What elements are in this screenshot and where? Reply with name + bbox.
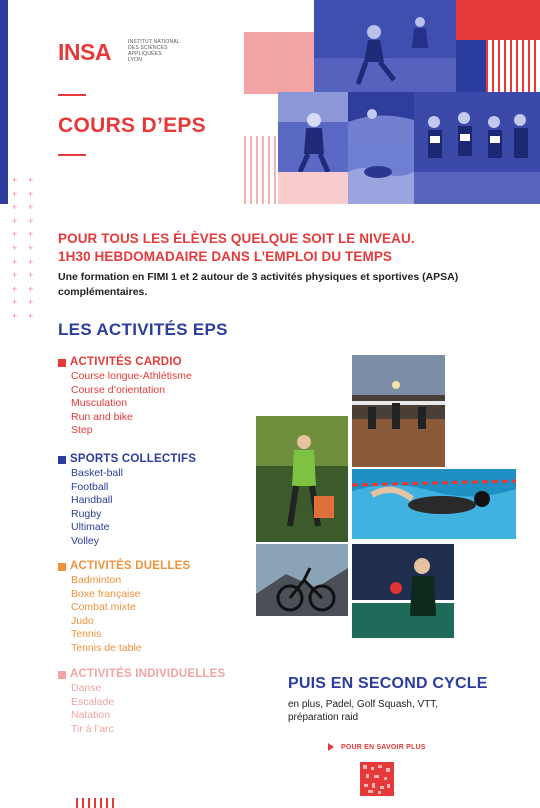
list-item: Course longue-Athlétisme <box>71 370 192 382</box>
athletics-photo-top <box>314 0 456 92</box>
square-bullet-icon <box>58 359 66 367</box>
list-item: Tennis <box>71 628 102 641</box>
category-heading <box>58 559 190 574</box>
second-cycle-title: PUIS EN SECOND CYCLE <box>288 675 488 692</box>
logo-subtitle-line: DES SCIENCES <box>128 45 168 51</box>
blue-block <box>456 40 486 92</box>
plus-icon: + <box>12 311 18 321</box>
plus-icon: + <box>12 243 18 253</box>
intro-headline-2: 1H30 HEBDOMADAIRE DANS L’EMPLOI DU TEMPS <box>58 249 393 264</box>
square-bullet-icon <box>58 563 66 571</box>
second-cycle-body: en plus, Padel, Golf Squash, VTT, préparation raid <box>288 699 439 723</box>
plus-pattern <box>12 176 42 326</box>
plus-icon: + <box>12 229 18 240</box>
list-item: Run and bike <box>71 410 133 423</box>
list-item: Natation <box>71 709 111 722</box>
learn-more-label: POUR EN SAVOIR PLUS <box>341 743 426 751</box>
list-item: Step <box>71 424 93 437</box>
plus-icon: + <box>28 243 34 253</box>
swimming-photo <box>352 469 516 539</box>
plus-icon: + <box>28 297 34 308</box>
list-item: Football <box>71 480 109 493</box>
list-item: Course d’orientation <box>71 383 165 396</box>
list-item: Handball <box>71 494 113 507</box>
logo-mark: INSA <box>58 39 111 65</box>
title-rule-bottom <box>58 154 86 156</box>
category-cardio <box>58 355 192 438</box>
list-item: Ultimate <box>71 521 110 534</box>
category-individuelles <box>58 667 225 736</box>
insa-logo <box>58 38 188 68</box>
category-name: ACTIVITÉS INDIVIDUELLES <box>70 668 226 680</box>
category-heading <box>58 452 196 467</box>
plus-icon: + <box>28 215 34 226</box>
plus-icon: + <box>28 175 34 185</box>
logo-subtitle-line: INSTITUT NATIONAL <box>128 39 180 45</box>
category-name: ACTIVITÉS DUELLES <box>70 560 191 572</box>
qr-code[interactable] <box>360 762 394 796</box>
plus-icon: + <box>28 229 34 240</box>
stripe-pattern <box>244 136 278 204</box>
category-name: ACTIVITÉS CARDIO <box>70 356 182 368</box>
stripe-pattern <box>76 798 114 808</box>
red-block <box>456 0 540 40</box>
list-item: Badminton <box>71 574 122 586</box>
category-heading <box>58 667 225 682</box>
runners-photo <box>414 92 540 204</box>
plus-icon: + <box>28 256 34 267</box>
mountain-bike-photo <box>256 544 348 616</box>
plus-icon: + <box>12 270 18 281</box>
activities-title: LES ACTIVITÉS EPS <box>58 320 228 339</box>
athletics-photo-left <box>278 92 348 172</box>
list-item: Volley <box>71 534 100 547</box>
plus-icon: + <box>12 283 18 294</box>
athletics-photo-mid <box>348 92 414 142</box>
pink-block <box>244 32 314 94</box>
page-title: COURS D’EPS <box>58 114 206 137</box>
plus-icon: + <box>12 188 18 199</box>
plus-icon: + <box>12 256 18 267</box>
list-item: Boxe française <box>71 587 141 600</box>
intro-body: Une formation en FIMI 1 et 2 autour de 3 activités physiques et sportives (APSA) complémentaires. <box>58 271 459 298</box>
left-accent-strip <box>0 0 8 204</box>
plus-icon: + <box>28 188 34 199</box>
plus-icon: + <box>12 175 18 185</box>
square-bullet-icon <box>58 671 66 679</box>
plus-icon: + <box>28 311 34 321</box>
plus-icon: + <box>12 297 18 308</box>
swimmer-photo-small <box>348 142 414 204</box>
list-item: Basket-ball <box>71 467 123 479</box>
plus-icon: + <box>12 202 18 213</box>
play-arrow-icon <box>328 743 334 751</box>
pink-block <box>278 172 348 204</box>
category-heading <box>58 355 192 370</box>
category-name: SPORTS COLLECTIFS <box>70 453 197 465</box>
title-rule-top <box>58 94 86 96</box>
list-item: Danse <box>71 682 102 694</box>
list-item: Rugby <box>71 507 102 520</box>
list-item: Judo <box>71 614 94 627</box>
list-item: Tennis de table <box>71 641 142 654</box>
list-item: Tir à l’arc <box>71 722 114 735</box>
category-duelles <box>58 559 190 656</box>
stripe-pattern <box>486 38 540 96</box>
run-and-bike-photo <box>256 416 348 542</box>
volleyball-photo <box>352 355 445 467</box>
learn-more-link[interactable] <box>328 743 426 751</box>
logo-subtitle-line: APPLIQUÉES <box>128 51 162 57</box>
square-bullet-icon <box>58 456 66 464</box>
table-tennis-photo <box>352 544 454 638</box>
plus-icon: + <box>28 270 34 281</box>
category-collectifs <box>58 452 196 549</box>
plus-icon: + <box>28 283 34 294</box>
intro-headline-1: POUR TOUS LES ÉLÈVES QUELQUE SOIT LE NIVEAU. <box>58 231 415 246</box>
logo-subtitle <box>128 39 188 63</box>
list-item: Escalade <box>71 695 115 708</box>
list-item: Musculation <box>71 397 128 410</box>
logo-subtitle-line: LYON <box>128 57 143 63</box>
list-item: Combat mixte <box>71 601 136 614</box>
plus-icon: + <box>28 202 34 213</box>
plus-icon: + <box>12 215 18 226</box>
